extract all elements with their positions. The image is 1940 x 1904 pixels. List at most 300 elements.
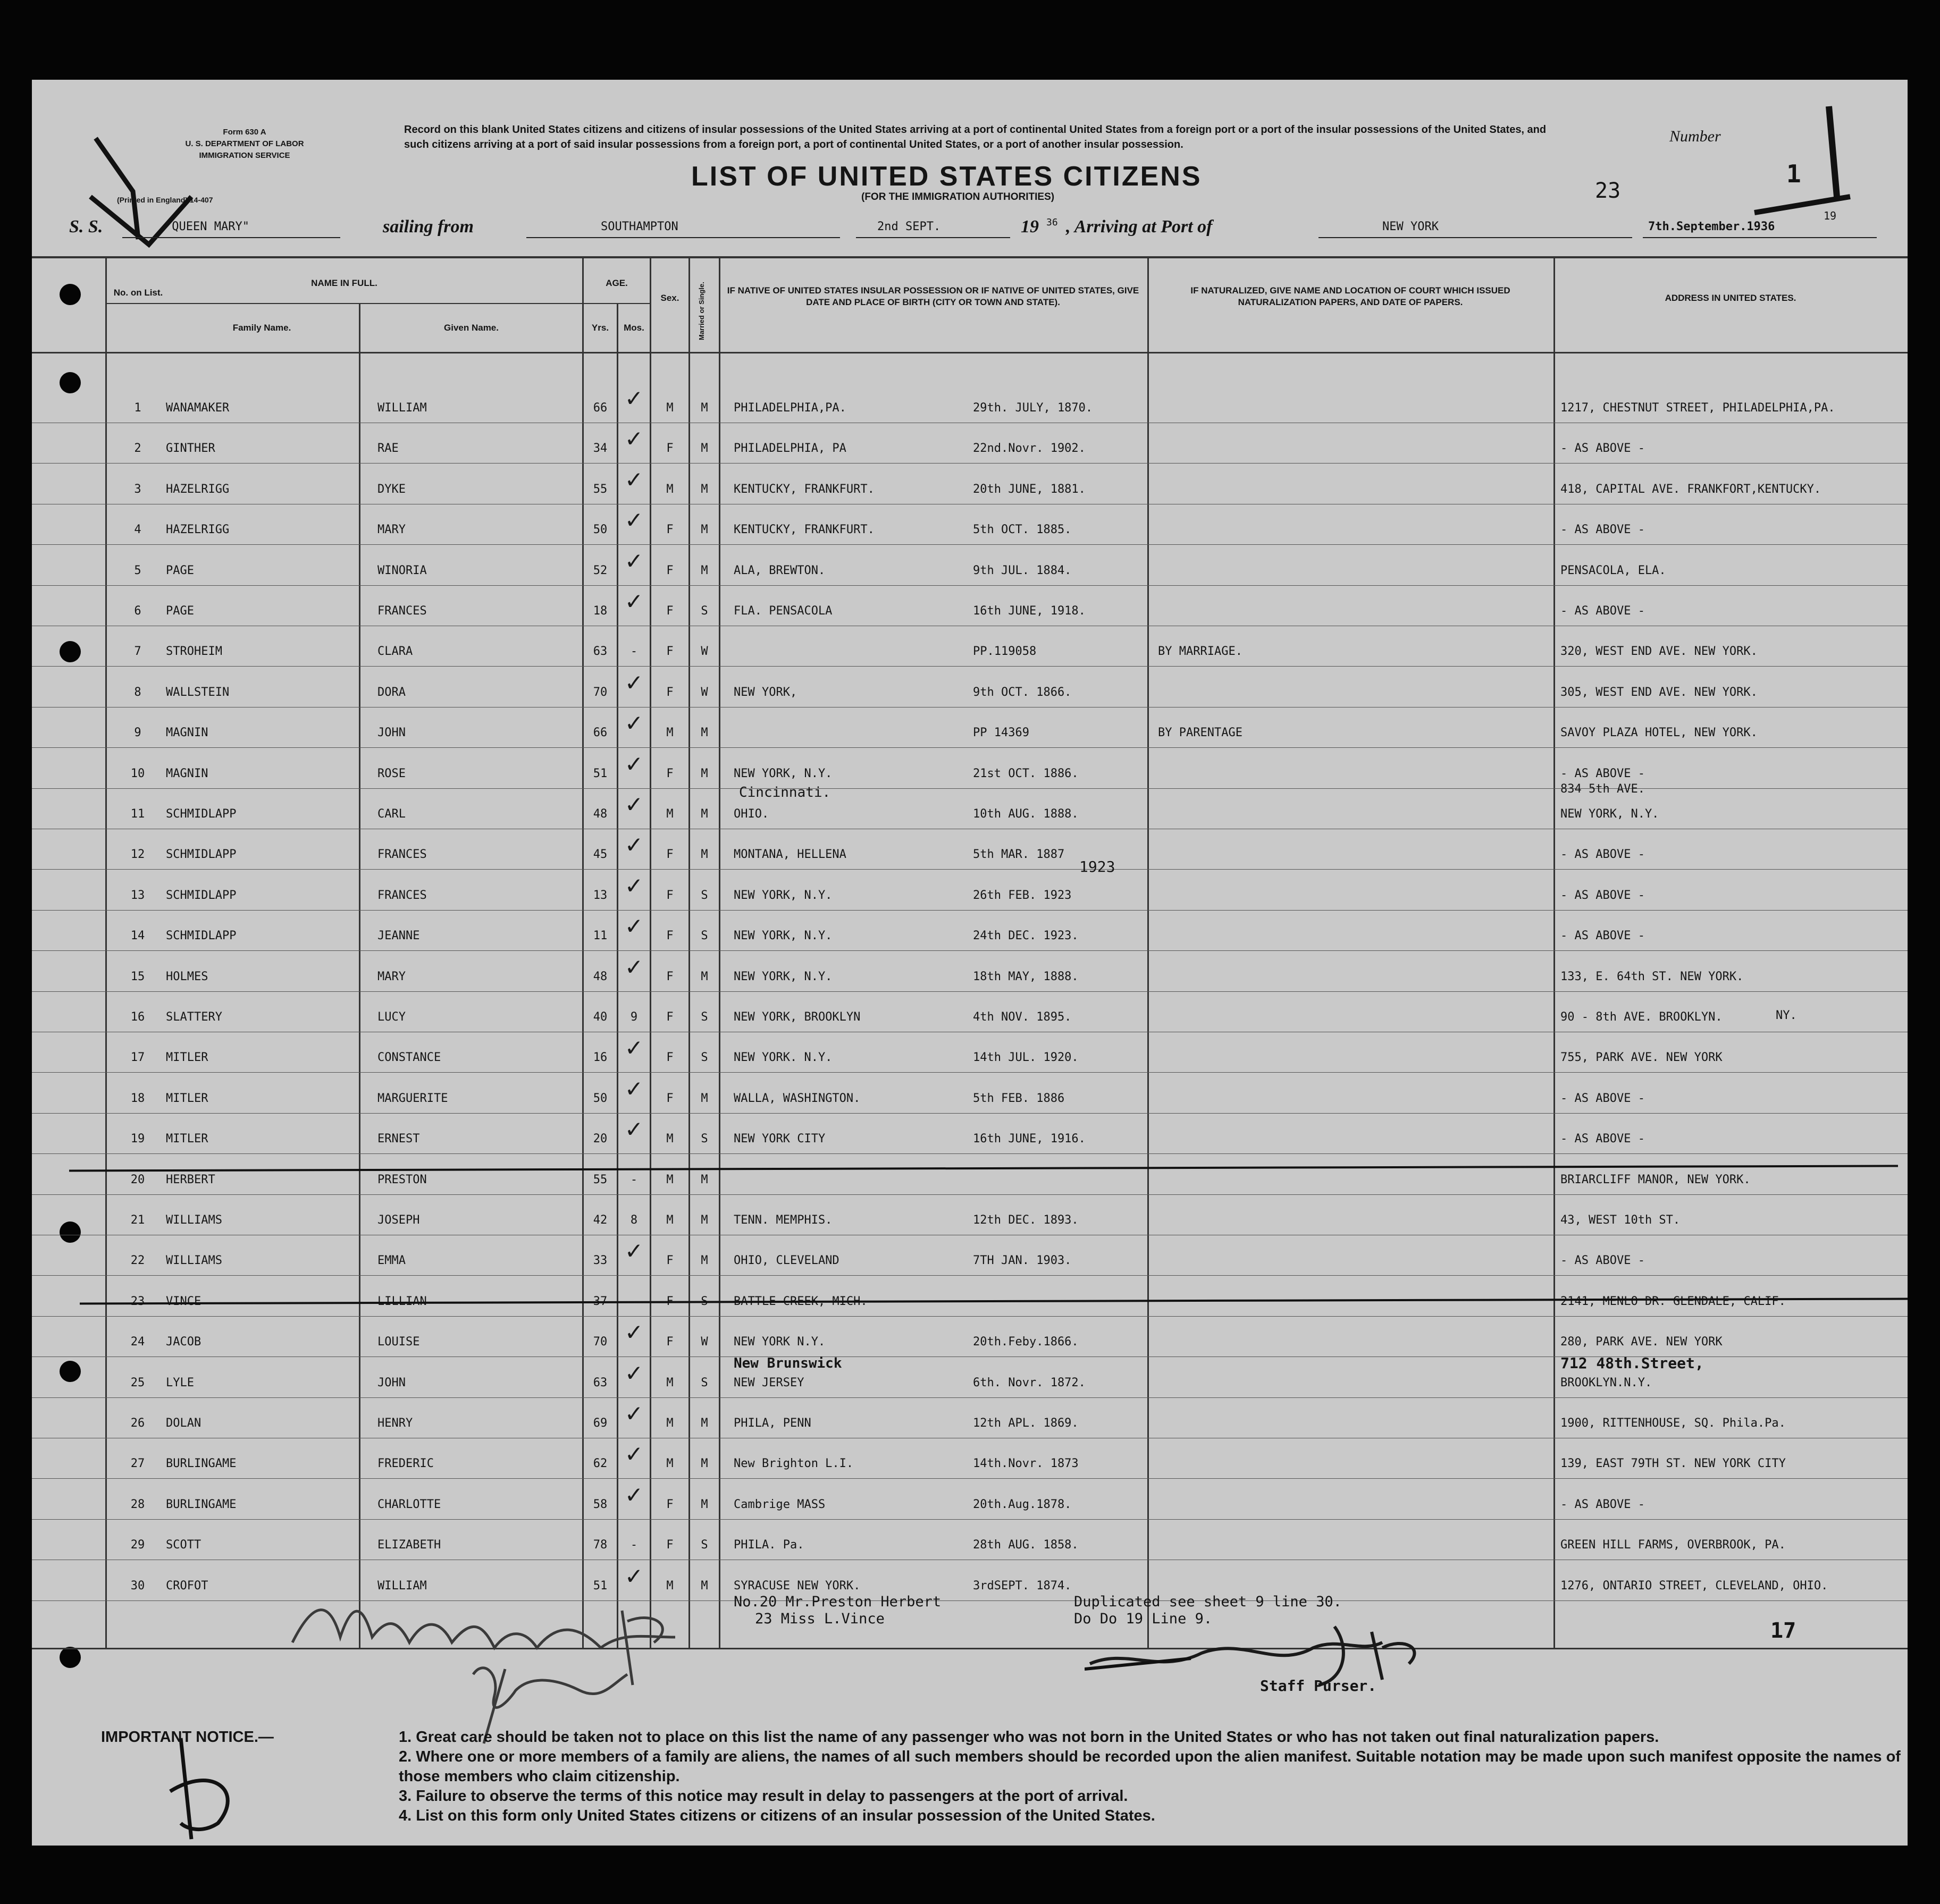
row-19-given-name: ERNEST: [377, 1132, 420, 1146]
row-3-sex: M: [666, 482, 674, 496]
footer-note-1a: No.20 Mr.Preston Herbert: [734, 1594, 942, 1610]
row-18-age-years: 50: [593, 1091, 608, 1105]
row-30-family-name: CROFOT: [166, 1579, 208, 1593]
row-29-marital-status: S: [701, 1538, 708, 1552]
row-28-given-name: CHARLOTTE: [377, 1497, 441, 1511]
row-1-row-number: 1: [134, 401, 141, 415]
row-12-row-number: 12: [130, 848, 145, 862]
row-2-age-months: ✓: [624, 426, 644, 452]
row-2-age-years: 34: [593, 442, 608, 456]
row-2-given-name: RAE: [377, 442, 399, 456]
row-20-age-years: 55: [593, 1173, 608, 1186]
column-rule: [359, 303, 360, 1648]
row-27-age-months: ✓: [624, 1441, 644, 1468]
row-27-given-name: FREDERIC: [377, 1457, 434, 1471]
form-number: Form 630 A: [223, 128, 266, 137]
row-4-birth-place: KENTUCKY, FRANKFURT.: [734, 523, 875, 537]
row-29-age-years: 78: [593, 1538, 608, 1552]
row-9-given-name: JOHN: [377, 726, 406, 740]
row-19-birth-place: NEW YORK CITY: [734, 1132, 826, 1146]
header-address: ADDRESS IN UNITED STATES.: [1665, 293, 1796, 303]
row-13-family-name: SCHMIDLAPP: [166, 888, 237, 902]
row-17-age-years: 16: [593, 1051, 608, 1065]
row-21-sex: M: [666, 1214, 674, 1227]
row-30-birth-date: 3rdSEPT. 1874.: [973, 1579, 1072, 1593]
hand-mark-icon: [138, 1733, 255, 1846]
row-17-sex: F: [666, 1051, 674, 1065]
row-10-birth-place: NEW YORK, N.Y.: [734, 766, 833, 780]
row-28-us-address: - AS ABOVE -: [1560, 1497, 1645, 1511]
row-10-given-name: ROSE: [377, 766, 406, 780]
row-11-sex: M: [666, 807, 674, 821]
row-22-family-name: WILLIAMS: [166, 1254, 222, 1268]
row-7-given-name: CLARA: [377, 645, 413, 659]
row-6-row-number: 6: [134, 604, 141, 618]
row-7-birth-date: PP.119058: [973, 645, 1037, 659]
row-20-family-name: HERBERT: [166, 1173, 215, 1186]
arrival-port: NEW YORK: [1382, 220, 1439, 233]
row-19-marital-status: S: [701, 1132, 708, 1146]
row-24-marital-status: W: [701, 1335, 708, 1349]
row-3-given-name: DYKE: [377, 482, 406, 496]
row-6-sex: F: [666, 604, 674, 618]
row-28-family-name: BURLINGAME: [166, 1497, 237, 1511]
row-16-birth-place: NEW YORK, BROOKLYN: [734, 1010, 861, 1024]
row-11-age-years: 48: [593, 807, 608, 821]
row-21-marital-status: M: [701, 1214, 708, 1227]
row-24-us-address: 280, PARK AVE. NEW YORK: [1560, 1335, 1723, 1349]
row-8-sex: F: [666, 685, 674, 699]
row-2-us-address: - AS ABOVE -: [1560, 442, 1645, 456]
row-4-age-years: 50: [593, 523, 608, 537]
row-21-birth-place: TENN. MEMPHIS.: [734, 1214, 833, 1227]
row-13-age-months: ✓: [624, 872, 644, 899]
row-14-birth-date: 24th DEC. 1923.: [973, 929, 1079, 943]
row-26-birth-place: PHILA, PENN: [734, 1417, 811, 1430]
row-rule: [32, 1113, 1908, 1114]
row-25-age-months: ✓: [624, 1360, 644, 1386]
row-12-birth-date: 5th MAR. 1887: [973, 848, 1065, 862]
row-21-given-name: JOSEPH: [377, 1214, 420, 1227]
row-20-row-number: 20: [130, 1173, 145, 1186]
row-16-age-months: 9: [630, 1010, 638, 1024]
row-3-family-name: HAZELRIGG: [166, 482, 230, 496]
row-13-age-years: 13: [593, 888, 608, 902]
binder-hole: [60, 372, 81, 393]
row-13-birth-date: 26th FEB. 1923: [973, 888, 1072, 902]
tally-mark-icon: [1691, 96, 1861, 218]
header-given-name: Given Name.: [444, 323, 499, 333]
row-14-row-number: 14: [130, 929, 145, 943]
row-9-age-years: 66: [593, 726, 608, 740]
row-10-sex: F: [666, 766, 674, 780]
row-30-age-years: 51: [593, 1579, 608, 1593]
year-value: 36: [1046, 217, 1058, 228]
row-5-birth-date: 9th JUL. 1884.: [973, 563, 1072, 577]
row-rule: [32, 869, 1908, 870]
binder-hole: [60, 284, 81, 305]
row-21-family-name: WILLIAMS: [166, 1214, 222, 1227]
row-10-row-number: 10: [130, 766, 145, 780]
row-29-us-address: GREEN HILL FARMS, OVERBROOK, PA.: [1560, 1538, 1786, 1552]
row-rule: [32, 1478, 1908, 1479]
row-18-birth-place: WALLA, WASHINGTON.: [734, 1091, 861, 1105]
row-30-sex: M: [666, 1579, 674, 1593]
row-12-us-address: - AS ABOVE -: [1560, 848, 1645, 862]
row-30-row-number: 30: [130, 1579, 145, 1593]
row-9-us-address: SAVOY PLAZA HOTEL, NEW YORK.: [1560, 726, 1758, 740]
row-11-birth-place: OHIO.: [734, 807, 769, 821]
row-1-family-name: WANAMAKER: [166, 401, 230, 415]
page-subtitle: (FOR THE IMMIGRATION AUTHORITIES): [861, 191, 1055, 203]
row-18-age-months: ✓: [624, 1075, 644, 1102]
header-age: AGE.: [606, 278, 628, 288]
row-20-marital-status: M: [701, 1173, 708, 1186]
row-12-marital-status: M: [701, 848, 708, 862]
row-18-given-name: MARGUERITE: [377, 1091, 448, 1105]
row-23-us-address: 2141, MENLO DR. GLENDALE, CALIF.: [1560, 1294, 1786, 1308]
row-21-birth-date: 12th DEC. 1893.: [973, 1214, 1079, 1227]
row-9-row-number: 9: [134, 726, 141, 740]
row-11-family-name: SCHMIDLAPP: [166, 807, 237, 821]
row-rule: [32, 910, 1908, 911]
row-12-given-name: FRANCES: [377, 848, 427, 862]
row-14-age-months: ✓: [624, 913, 644, 940]
row-25-us-address: BROOKLYN.N.Y.: [1560, 1376, 1652, 1389]
row-27-sex: M: [666, 1457, 674, 1471]
row-5-marital-status: M: [701, 563, 708, 577]
row-11-age-months: ✓: [624, 791, 644, 818]
row-19-age-years: 20: [593, 1132, 608, 1146]
row-2-birth-date: 22nd.Novr. 1902.: [973, 442, 1086, 456]
row-5-age-months: ✓: [624, 547, 644, 574]
row-24-age-years: 70: [593, 1335, 608, 1349]
row-26-us-address: 1900, RITTENHOUSE, SQ. Phila.Pa.: [1560, 1417, 1786, 1430]
row-20-strike: [69, 1165, 1898, 1172]
row-23-row-number: 23: [130, 1294, 145, 1308]
row-17-row-number: 17: [130, 1051, 145, 1065]
row-6-family-name: PAGE: [166, 604, 194, 618]
row-3-age-years: 55: [593, 482, 608, 496]
row-4-us-address: - AS ABOVE -: [1560, 523, 1645, 537]
row-18-family-name: MITLER: [166, 1091, 208, 1105]
binder-hole: [60, 641, 81, 662]
departure-port: SOUTHAMPTON: [601, 220, 678, 233]
row-30-birth-place: SYRACUSE NEW YORK.: [734, 1579, 861, 1593]
row-20-age-months: -: [630, 1173, 638, 1186]
header-birth: IF NATIVE OF UNITED STATES INSULAR POSSESSION OR IF NATIVE OF UNITED STATES, GIVE DATE AND PLACE OF BIRTH (CITY OR TOWN AND STATE).: [727, 285, 1139, 307]
row-17-birth-date: 14th JUL. 1920.: [973, 1051, 1079, 1065]
row-16-us-address: 90 - 8th AVE. BROOKLYN.: [1560, 1010, 1723, 1024]
row-1-sex: M: [666, 401, 674, 415]
row-22-age-years: 33: [593, 1254, 608, 1268]
row-22-sex: F: [666, 1254, 674, 1268]
row-1-age-months: ✓: [624, 385, 644, 411]
row-2-family-name: GINTHER: [166, 442, 215, 456]
row-14-sex: F: [666, 929, 674, 943]
row-29-age-months: -: [630, 1538, 638, 1552]
row-4-marital-status: M: [701, 523, 708, 537]
row-2-row-number: 2: [134, 442, 141, 456]
row-1-age-years: 66: [593, 401, 608, 415]
row-13-row-number: 13: [130, 888, 145, 902]
row-10-us-address: - AS ABOVE -: [1560, 766, 1645, 780]
row-12-age-years: 45: [593, 848, 608, 862]
row-26-marital-status: M: [701, 1417, 708, 1430]
row-9-family-name: MAGNIN: [166, 726, 208, 740]
row-rule: [32, 1153, 1908, 1154]
row-19-sex: M: [666, 1132, 674, 1146]
row-26-age-months: ✓: [624, 1401, 644, 1427]
row-13-sex: F: [666, 888, 674, 902]
row-22-birth-place: OHIO, CLEVELAND: [734, 1254, 839, 1268]
row-rule: [32, 950, 1908, 951]
binder-hole: [60, 1361, 81, 1382]
row-15-birth-date: 18th MAY, 1888.: [973, 970, 1079, 983]
row-19-birth-date: 16th JUNE, 1916.: [973, 1132, 1086, 1146]
row-28-birth-date: 20th.Aug.1878.: [973, 1497, 1072, 1511]
row-8-row-number: 8: [134, 685, 141, 699]
header-family-name: Family Name.: [232, 323, 291, 333]
row-11-row-number: 11: [130, 807, 145, 821]
row-10-family-name: MAGNIN: [166, 766, 208, 780]
row-16-age-years: 40: [593, 1010, 608, 1024]
row-8-birth-place: NEW YORK,: [734, 685, 797, 699]
row-15-us-address: 133, E. 64th ST. NEW YORK.: [1560, 970, 1744, 983]
row-27-row-number: 27: [130, 1457, 145, 1471]
row-7-age-years: 63: [593, 645, 608, 659]
row-6-marital-status: S: [701, 604, 708, 618]
notice-item-2: 2. Where one or more members of a family are aliens, the names of all such members should be recorded upon the alien manifest. Suitable notation may be made upon such manifest opposite the names of those members who claim citizenship.: [399, 1748, 1901, 1785]
sheet-number: 23: [1595, 179, 1621, 203]
row-rule: [32, 463, 1908, 464]
row-22-marital-status: M: [701, 1254, 708, 1268]
notice-item-1: 1. Great care should be taken not to place on this list the name of any passenger who was not born in the United States or who has not taken out final naturalization papers.: [399, 1729, 1659, 1746]
row-8-given-name: DORA: [377, 685, 406, 699]
row-19-row-number: 19: [130, 1132, 145, 1146]
row-24-birth-date: 20th.Feby.1866.: [973, 1335, 1079, 1349]
row-25-family-name: LYLE: [166, 1376, 194, 1389]
row25-address-note: 712 48th.Street,: [1560, 1354, 1704, 1372]
row-13-birth-place: NEW YORK, N.Y.: [734, 888, 833, 902]
row-3-marital-status: M: [701, 482, 708, 496]
ship-name: "QUEEN MARY": [165, 220, 249, 233]
row-14-birth-place: NEW YORK, N.Y.: [734, 929, 833, 943]
row-6-birth-date: 16th JUNE, 1918.: [973, 604, 1086, 618]
row-16-marital-status: S: [701, 1010, 708, 1024]
page-title: LIST OF UNITED STATES CITIZENS: [691, 161, 1202, 192]
header-yrs: Yrs.: [591, 323, 609, 333]
notice-heading: IMPORTANT NOTICE.—: [101, 1729, 274, 1746]
row-27-birth-place: New Brighton L.I.: [734, 1457, 854, 1471]
number-value: 1: [1786, 159, 1801, 188]
row-24-age-months: ✓: [624, 1319, 644, 1346]
row-rule: [32, 1194, 1908, 1195]
row-16-sex: F: [666, 1010, 674, 1024]
row-19-us-address: - AS ABOVE -: [1560, 1132, 1645, 1146]
row-22-birth-date: 7TH JAN. 1903.: [973, 1254, 1072, 1268]
row-13-us-address: - AS ABOVE -: [1560, 888, 1645, 902]
column-rule: [650, 256, 651, 1648]
column-rule: [105, 256, 107, 1648]
row-1-us-address: 1217, CHESTNUT STREET, PHILADELPHIA,PA.: [1560, 401, 1835, 415]
row-27-age-years: 62: [593, 1457, 608, 1471]
row-24-given-name: LOUISE: [377, 1335, 420, 1349]
row-16-row-number: 16: [130, 1010, 145, 1024]
row-16-family-name: SLATTERY: [166, 1010, 222, 1024]
row-21-age-months: 8: [630, 1214, 638, 1227]
footer-note-2a: 23 Miss L.Vince: [755, 1611, 885, 1627]
row-2-birth-place: PHILADELPHIA, PA: [734, 442, 846, 456]
row-15-family-name: HOLMES: [166, 970, 208, 983]
row-4-given-name: MARY: [377, 523, 406, 537]
row-4-row-number: 4: [134, 523, 141, 537]
row-8-marital-status: W: [701, 685, 708, 699]
row-6-given-name: FRANCES: [377, 604, 427, 618]
row-17-marital-status: S: [701, 1051, 708, 1065]
row-10-marital-status: M: [701, 766, 708, 780]
row-26-birth-date: 12th APL. 1869.: [973, 1417, 1079, 1430]
row-15-row-number: 15: [130, 970, 145, 983]
header-no-on-list: No. on List.: [113, 288, 163, 298]
arriving-label: , Arriving at Port of: [1066, 217, 1213, 237]
row-5-family-name: PAGE: [166, 563, 194, 577]
row-30-us-address: 1276, ONTARIO STREET, CLEVELAND, OHIO.: [1560, 1579, 1828, 1593]
row-26-sex: M: [666, 1417, 674, 1430]
row-3-birth-date: 20th JUNE, 1881.: [973, 482, 1086, 496]
row-21-us-address: 43, WEST 10th ST.: [1560, 1214, 1681, 1227]
row-15-marital-status: M: [701, 970, 708, 983]
row-29-sex: F: [666, 1538, 674, 1552]
department-name: U. S. DEPARTMENT OF LABOR: [185, 139, 304, 148]
subheader-rule: [106, 303, 650, 304]
row-19-age-months: ✓: [624, 1116, 644, 1143]
row25-place-note: New Brunswick: [734, 1355, 842, 1371]
row-15-birth-place: NEW YORK, N.Y.: [734, 970, 833, 983]
row-18-birth-date: 5th FEB. 1886: [973, 1091, 1065, 1105]
row-1-given-name: WILLIAM: [377, 401, 427, 415]
row-5-us-address: PENSACOLA, ELA.: [1560, 563, 1666, 577]
row-29-family-name: SCOTT: [166, 1538, 201, 1552]
row-24-birth-place: NEW YORK N.Y.: [734, 1335, 826, 1349]
row-28-row-number: 28: [130, 1497, 145, 1511]
row-14-given-name: JEANNE: [377, 929, 420, 943]
departure-date: 2nd SEPT.: [877, 220, 941, 233]
row-6-age-years: 18: [593, 604, 608, 618]
row-17-age-months: ✓: [624, 1035, 644, 1061]
row-20-given-name: PRESTON: [377, 1173, 427, 1186]
page-number: 17: [1770, 1619, 1796, 1643]
row-12-age-months: ✓: [624, 832, 644, 858]
row-12-sex: F: [666, 848, 674, 862]
row-7-naturalization: BY MARRIAGE.: [1158, 645, 1242, 659]
row-13-marital-status: S: [701, 888, 708, 902]
row-9-sex: M: [666, 726, 674, 740]
row-26-age-years: 69: [593, 1417, 608, 1430]
row-3-row-number: 3: [134, 482, 141, 496]
row-20-sex: M: [666, 1173, 674, 1186]
row-25-given-name: JOHN: [377, 1376, 406, 1389]
arrival-date: 7th.September.1936: [1648, 220, 1775, 233]
row-14-family-name: SCHMIDLAPP: [166, 929, 237, 943]
row-3-birth-place: KENTUCKY, FRANKFURT.: [734, 482, 875, 496]
row-17-birth-place: NEW YORK. N.Y.: [734, 1051, 833, 1065]
row-28-sex: F: [666, 1497, 674, 1511]
column-rule: [1147, 256, 1149, 1648]
row-22-us-address: - AS ABOVE -: [1560, 1254, 1645, 1268]
row-2-sex: F: [666, 442, 674, 456]
row11-address-note: 834 5th AVE.: [1560, 782, 1645, 796]
row-25-marital-status: S: [701, 1376, 708, 1389]
row-25-row-number: 25: [130, 1376, 145, 1389]
column-rule: [1553, 256, 1555, 1648]
row-7-family-name: STROHEIM: [166, 645, 222, 659]
year-label: 19: [1021, 217, 1039, 237]
row-27-marital-status: M: [701, 1457, 708, 1471]
manifest-sheet: [32, 80, 1908, 1846]
row-7-us-address: 320, WEST END AVE. NEW YORK.: [1560, 645, 1758, 659]
row-17-given-name: CONSTANCE: [377, 1051, 441, 1065]
row-11-given-name: CARL: [377, 807, 406, 821]
row-3-us-address: 418, CAPITAL AVE. FRANKFORT,KENTUCKY.: [1560, 482, 1821, 496]
row-8-us-address: 305, WEST END AVE. NEW YORK.: [1560, 685, 1758, 699]
row-29-birth-date: 28th AUG. 1858.: [973, 1538, 1079, 1552]
row-26-row-number: 26: [130, 1417, 145, 1430]
row-24-family-name: JACOB: [166, 1335, 201, 1349]
arrival-year-suffix: 19: [1824, 209, 1837, 222]
row-29-given-name: ELIZABETH: [377, 1538, 441, 1552]
row-22-given-name: EMMA: [377, 1254, 406, 1268]
row-24-sex: F: [666, 1335, 674, 1349]
header-name-in-full: NAME IN FULL.: [311, 278, 377, 288]
row-9-birth-date: PP 14369: [973, 726, 1029, 740]
row-1-marital-status: M: [701, 401, 708, 415]
row-14-us-address: - AS ABOVE -: [1560, 929, 1645, 943]
header-naturalized: IF NATURALIZED, GIVE NAME AND LOCATION OF COURT WHICH ISSUED NATURALIZATION PAPERS, AND DATE OF PAPERS.: [1190, 285, 1510, 307]
row-rule: [32, 666, 1908, 667]
row-16-given-name: LUCY: [377, 1010, 406, 1024]
row-25-sex: M: [666, 1376, 674, 1389]
row-rule: [32, 1072, 1908, 1073]
row-12-birth-place: MONTANA, HELLENA: [734, 848, 846, 862]
row-27-family-name: BURLINGAME: [166, 1457, 237, 1471]
row-rule: [32, 544, 1908, 545]
row-rule: [32, 991, 1908, 992]
row-30-age-months: ✓: [624, 1563, 644, 1589]
row-7-row-number: 7: [134, 645, 141, 659]
header-sex: Sex.: [660, 293, 679, 303]
row-6-birth-place: FLA. PENSACOLA: [734, 604, 833, 618]
row-30-marital-status: M: [701, 1579, 708, 1593]
row-5-row-number: 5: [134, 563, 141, 577]
header-married-or-single: Married or Single.: [698, 282, 706, 340]
row-27-birth-date: 14th.Novr. 1873: [973, 1457, 1079, 1471]
row-20-us-address: BRIARCLIFF MANOR, NEW YORK.: [1560, 1173, 1751, 1186]
row-13-given-name: FRANCES: [377, 888, 427, 902]
row-1-birth-date: 29th. JULY, 1870.: [973, 401, 1093, 415]
row-18-marital-status: M: [701, 1091, 708, 1105]
sailing-from-label: sailing from: [383, 217, 474, 237]
row-rule: [32, 585, 1908, 586]
row-15-sex: F: [666, 970, 674, 983]
row-7-age-months: -: [630, 645, 638, 659]
ss-label: S. S.: [69, 217, 103, 237]
column-rule: [582, 256, 584, 1648]
row-11-marital-status: M: [701, 807, 708, 821]
form-instructions: Record on this blank United States citizens and citizens of insular possessions of the United States arriving at a port of continental United States from a foreign port or a port of the insular possessions of the United States, and such citizens arriving at a port of said insular possessions from a foreign port, a port of continental United States, or a port of another insular possession.: [404, 124, 1547, 150]
row-5-age-years: 52: [593, 563, 608, 577]
row-2-marital-status: M: [701, 442, 708, 456]
